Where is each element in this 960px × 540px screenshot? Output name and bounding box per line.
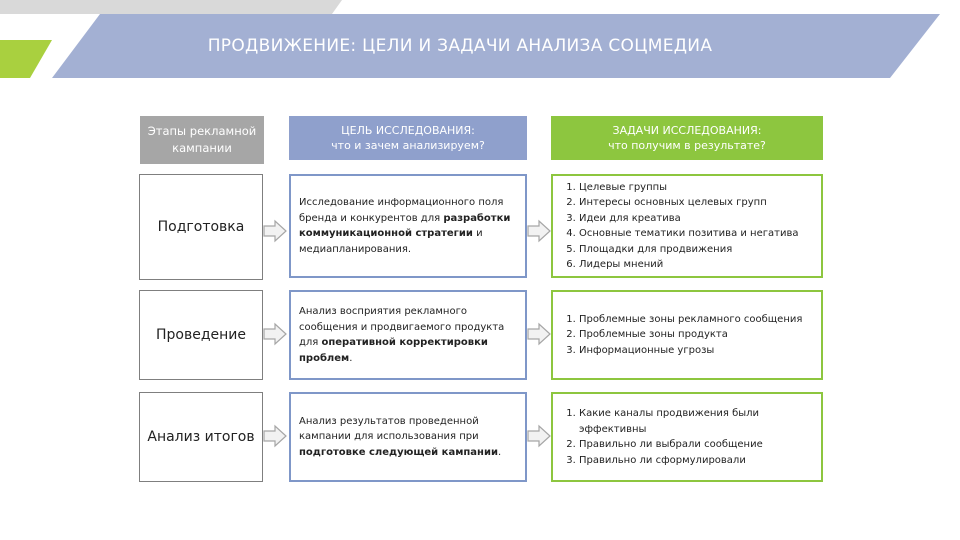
- stage-label: Подготовка: [157, 219, 245, 235]
- tasks-box: [551, 174, 823, 278]
- goal-text: [299, 304, 517, 366]
- header-tasks-title: ЗАДАЧИ ИССЛЕДОВАНИЯ:: [612, 124, 762, 137]
- tasks-box: [551, 290, 823, 380]
- goal-box: [289, 290, 527, 380]
- tasks-box: [551, 392, 823, 482]
- header-stages: [140, 116, 264, 164]
- task-item: 2. Правильно ли выбрали сообщение: [579, 437, 815, 453]
- header-goal: [289, 116, 527, 160]
- header-tasks-subtitle: что получим в результате?: [608, 139, 766, 152]
- stage-box: [139, 290, 263, 380]
- goal-text-plain: Анализ результатов проведенной кампании для использования при: [299, 415, 479, 443]
- task-item: 3. Идеи для креатива: [579, 211, 815, 227]
- stage-label: Анализ итогов: [147, 429, 255, 445]
- arrow-right-icon: [527, 322, 551, 346]
- task-item: 3. Информационные угрозы: [579, 343, 815, 359]
- header-stages-label: Этапы рекламной кампании: [147, 124, 257, 155]
- arrow-right-icon: [527, 424, 551, 448]
- goal-text-plain: Исследование информационного поля бренда и конкурентов для: [299, 197, 504, 224]
- page-title: ПРОДВИЖЕНИЕ: ЦЕЛИ И ЗАДАЧИ АНАЛИЗА СОЦМЕДИА: [207, 36, 713, 56]
- header-tasks: [551, 116, 823, 160]
- tasks-list: [559, 312, 815, 359]
- goal-text-bold: подготовке следующей кампании: [299, 446, 498, 458]
- task-item: 2. Интересы основных целевых групп: [579, 195, 815, 211]
- goal-text-bold: разработки коммуникационной стратегии: [299, 212, 511, 239]
- arrow-right-icon: [527, 219, 551, 243]
- goal-text-end: и медиапланирования.: [299, 228, 483, 255]
- top-gray-band: [0, 0, 960, 14]
- task-item: 1. Какие каналы продвижения были эффективны: [579, 406, 815, 437]
- stage-label: Проведение: [155, 327, 246, 343]
- stage-box: [139, 392, 263, 482]
- green-accent-shape: [0, 40, 52, 78]
- header-goal-subtitle: что и зачем анализируем?: [331, 139, 485, 152]
- task-item: 1. Проблемные зоны рекламного сообщения: [579, 312, 815, 328]
- goal-box: [289, 174, 527, 278]
- tasks-list: [559, 406, 815, 468]
- task-item: 6. Лидеры мнений: [579, 257, 815, 273]
- task-item: 1. Целевые группы: [579, 180, 815, 196]
- arrow-right-icon: [263, 219, 287, 243]
- stage-box: [139, 174, 263, 280]
- task-item: 3. Правильно ли сформулировали: [579, 453, 815, 469]
- goal-text-plain: Анализ восприятия рекламного сообщения и продвигаемого продукта для: [299, 306, 505, 348]
- header-goal-title: ЦЕЛЬ ИССЛЕДОВАНИЯ:: [341, 124, 475, 137]
- goal-text-end: .: [497, 446, 502, 458]
- task-item: 5. Площадки для продвижения: [579, 242, 815, 258]
- task-item: 2. Проблемные зоны продукта: [579, 327, 815, 343]
- tasks-list: [559, 180, 815, 273]
- task-item: 4. Основные тематики позитива и негатива: [579, 226, 815, 242]
- arrow-right-icon: [263, 322, 287, 346]
- goal-text-bold: оперативной корректировки проблем: [299, 337, 488, 364]
- goal-text-end: .: [349, 352, 353, 364]
- goal-box: [289, 392, 527, 482]
- goal-text: [299, 414, 517, 461]
- goal-text: [299, 195, 517, 257]
- arrow-right-icon: [263, 424, 287, 448]
